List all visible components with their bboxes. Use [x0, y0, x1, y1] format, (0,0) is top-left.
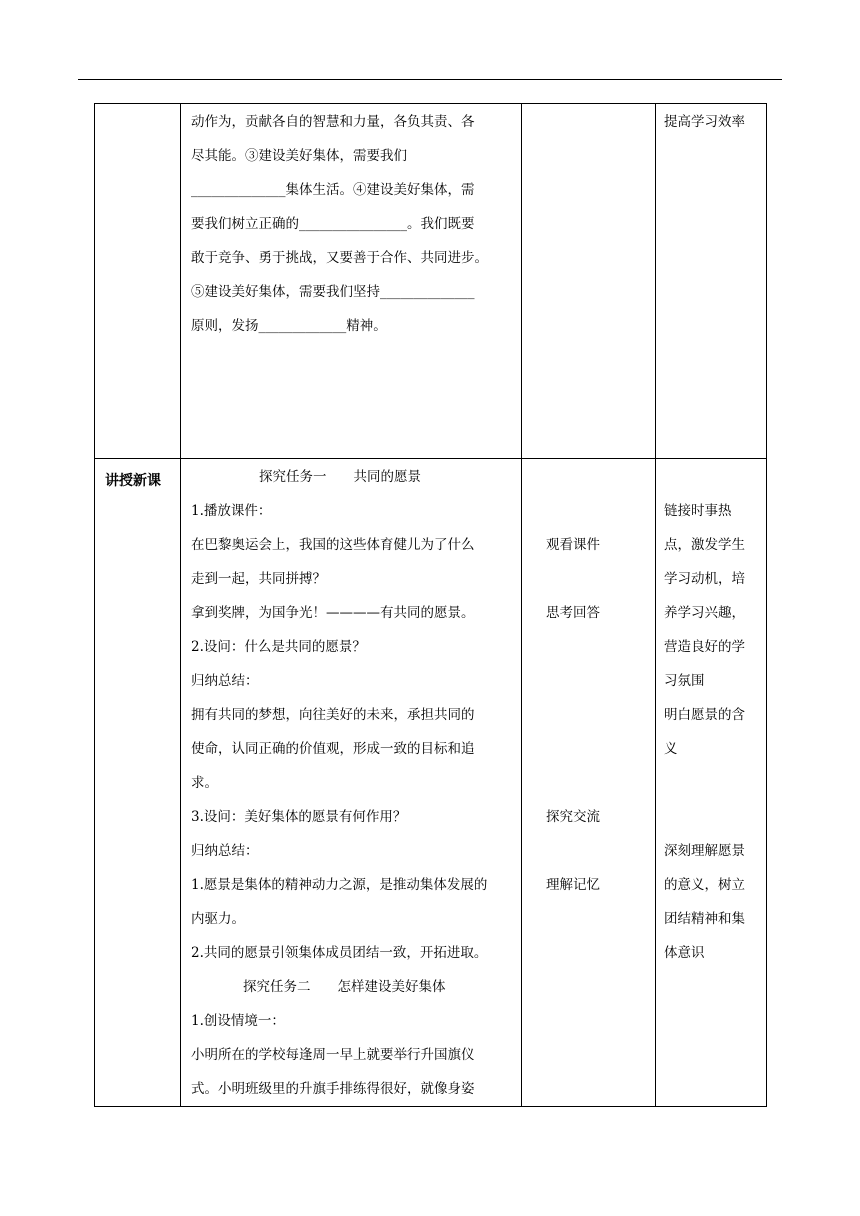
activity-item: 观看课件: [546, 537, 600, 553]
content-cell: [181, 104, 522, 459]
design-intent-cell: [656, 459, 767, 1107]
content-line: 尽其能。③建设美好集体，需要我们: [191, 148, 407, 164]
content-line: 拿到奖牌，为国争光！————有共同的愿景。: [191, 605, 475, 621]
content-line: 在巴黎奥运会上，我国的这些体育健儿为了什么: [191, 537, 475, 553]
task-heading: 探究任务二 怎样建设美好集体: [243, 979, 446, 995]
activity-item: 思考回答: [546, 605, 600, 621]
activity-item: 理解记忆: [546, 877, 600, 893]
content-line: 1.播放课件：: [191, 503, 272, 519]
content-line: 2.设问：什么是共同的愿景？: [191, 639, 366, 655]
content-line: 拥有共同的梦想，向往美好的未来，承担共同的: [191, 707, 475, 723]
intent-line: 义: [664, 741, 678, 757]
student-activity-cell: [522, 104, 656, 459]
content-line: 2.共同的愿景引领集体成员团结一致，开拓进取。: [191, 945, 488, 961]
content-line: 动作为，贡献各自的智慧和力量，各负其责、各: [191, 114, 475, 130]
intent-line: 学习动机，培: [664, 571, 745, 587]
content-line: 敢于竞争、勇于挑战，又要善于合作、共同进步。: [191, 250, 488, 266]
table-row: [95, 104, 767, 459]
content-line: 走到一起，共同拼搏？: [191, 571, 326, 587]
design-intent-cell: [656, 104, 767, 459]
content-line: 1.创设情境一：: [191, 1013, 285, 1029]
lesson-plan-table: [94, 103, 767, 1107]
content-line: 使命，认同正确的价值观，形成一致的目标和追: [191, 741, 475, 757]
intent-line: 提高学习效率: [664, 114, 745, 130]
content-line: 归纳总结：: [191, 673, 259, 689]
intent-line: 习氛围: [664, 673, 705, 689]
content-line: 1.愿景是集体的精神动力之源，是推动集体发展的: [191, 877, 488, 893]
content-line: ______________集体生活。④建设美好集体，需: [191, 182, 475, 198]
intent-line: 深刻理解愿景: [664, 843, 745, 859]
intent-line: 团结精神和集: [664, 911, 745, 927]
content-line: 3.设问：美好集体的愿景有何作用？: [191, 809, 407, 825]
table-row: [95, 459, 767, 1107]
activity-item: 探究交流: [546, 809, 600, 825]
intent-line: 链接时事热: [664, 503, 732, 519]
intent-line: 的意义，树立: [664, 877, 745, 893]
header-rule: [78, 79, 782, 80]
content-line: 求。: [191, 775, 218, 791]
content-line: 内驱力。: [191, 911, 245, 927]
content-cell: [181, 459, 522, 1107]
content-line: 归纳总结：: [191, 843, 259, 859]
student-activity-cell: [522, 459, 656, 1107]
content-line: 要我们树立正确的________________。我们既要: [191, 216, 475, 232]
intent-line: 点，激发学生: [664, 537, 745, 553]
content-line: 原则，发扬_____________精神。: [191, 318, 387, 334]
content-line: 式。小明班级里的升旗手排练得很好，就像身姿: [191, 1081, 475, 1097]
task-heading: 探究任务一 共同的愿景: [259, 469, 421, 485]
content-line: 小明所在的学校每逢周一早上就要举行升国旗仪: [191, 1047, 475, 1063]
intent-line: 养学习兴趣，: [664, 605, 745, 621]
intent-line: 明白愿景的含: [664, 707, 745, 723]
stage-cell: [95, 104, 181, 459]
content-line: ⑤建设美好集体，需要我们坚持______________: [191, 284, 475, 300]
intent-line: 营造良好的学: [664, 639, 745, 655]
stage-cell: [95, 459, 181, 1107]
stage-label: 讲授新课: [105, 473, 161, 489]
intent-line: 体意识: [664, 945, 705, 961]
